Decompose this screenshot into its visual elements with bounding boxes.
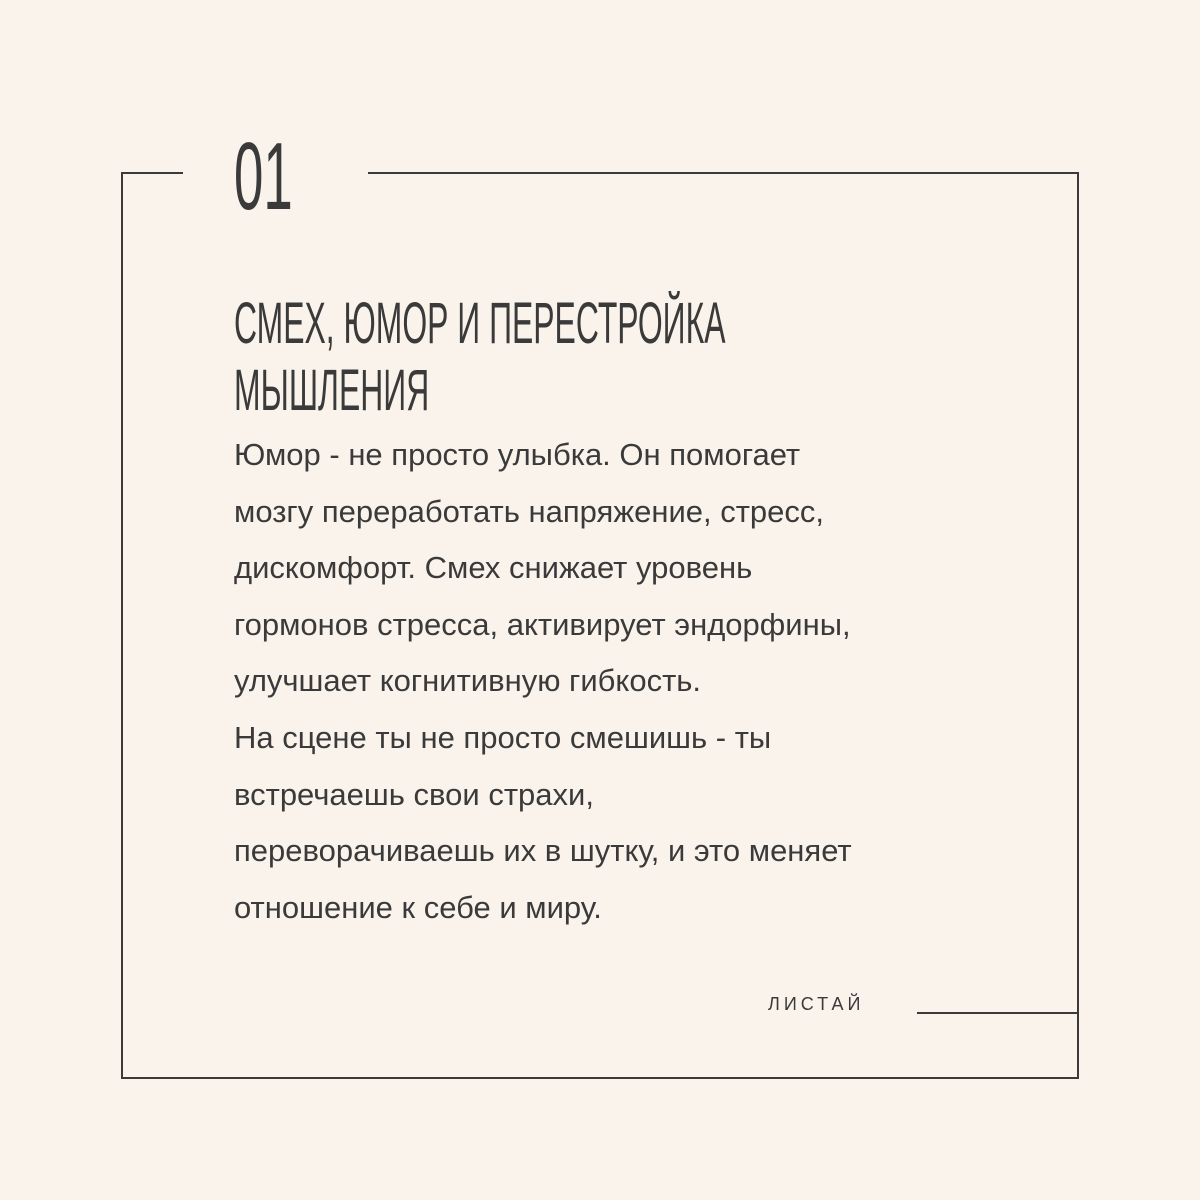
body-line: Юмор - не просто улыбка. Он помогает <box>234 437 801 472</box>
swipe-hint-label: ЛИСТАЙ <box>768 994 865 1014</box>
frame-bottom-border <box>121 1077 1079 1079</box>
body-line: улучшает когнитивную гибкость. <box>234 663 702 699</box>
heading-line-2: МЫШЛЕНИЯ <box>234 358 430 423</box>
body-line: отношение к себе и миру. <box>234 889 602 925</box>
swipe-hint-line <box>917 1012 1079 1014</box>
body-line: гормонов стресса, активирует эндорфины, <box>234 606 851 642</box>
heading-line-1: СМЕХ, ЮМОР И ПЕРЕСТРОЙКА <box>234 291 726 356</box>
body-line: дискомфорт. Смех снижает уровень <box>234 550 753 586</box>
body-line: мозгу переработать напряжение, стресс, <box>234 493 825 529</box>
slide-number: 01 <box>234 123 293 230</box>
frame-right-border <box>1077 172 1079 1079</box>
body-line: встречаешь свои страхи, <box>234 776 594 812</box>
slide-heading <box>234 290 806 424</box>
frame-top-right-segment <box>368 172 1079 174</box>
body-line: На сцене ты не просто смешишь - ты <box>234 719 772 755</box>
frame-left-border <box>121 172 123 1079</box>
frame-top-left-segment <box>121 172 183 174</box>
body-line: переворачиваешь их в шутку, и это меняет <box>234 833 852 869</box>
slide-body <box>234 427 1034 936</box>
